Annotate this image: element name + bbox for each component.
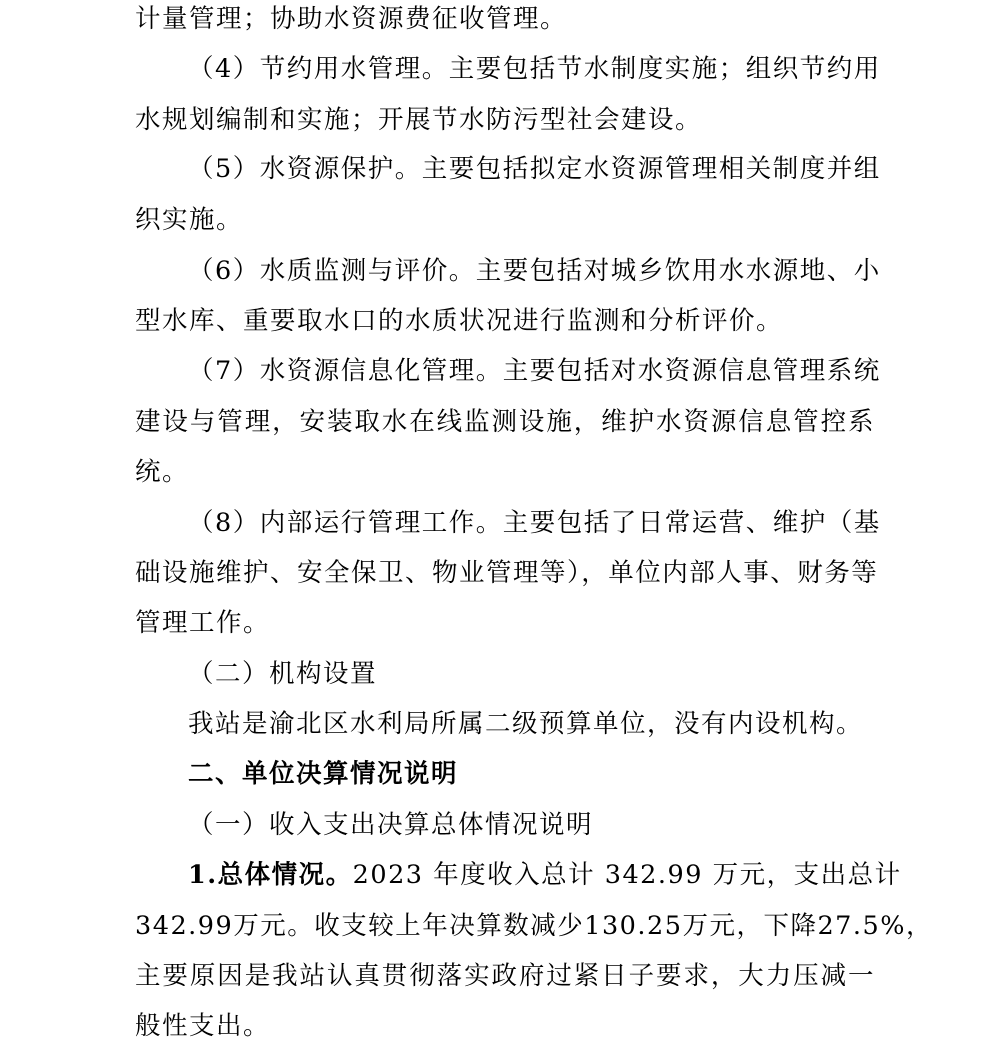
subsection-heading: （一）收入支出决算总体情况说明 <box>188 810 594 840</box>
text-line: 织实施。 <box>135 205 244 235</box>
text-line: 统。 <box>135 457 190 487</box>
text-line: 型水库、重要取水口的水质状况进行监测和分析评价。 <box>135 306 784 336</box>
text-line: 管理工作。 <box>135 608 271 638</box>
item-7-line: （7）水资源信息化管理。主要包括对水资源信息管理系统 <box>188 356 881 386</box>
text-line: 础设施维护、安全保卫、物业管理等），单位内部人事、财务等 <box>135 558 879 588</box>
section-heading: 二、单位决算情况说明 <box>188 759 459 789</box>
overview-line <box>188 860 902 890</box>
item-8-line: （8）内部运行管理工作。主要包括了日常运营、维护（基 <box>188 508 881 538</box>
text-line: 计量管理；协助水资源费征收管理。 <box>135 4 568 34</box>
text-line: 我站是渝北区水利局所属二级预算单位，没有内设机构。 <box>188 709 864 739</box>
overview-text: 2023 年度收入总计 342.99 万元，支出总计 <box>352 860 902 890</box>
text-line: 般性支出。 <box>135 1011 271 1041</box>
text-line: 主要原因是我站认真贯彻落实政府过紧日子要求，大力压减一 <box>135 961 875 991</box>
text-line: 建设与管理，安装取水在线监测设施，维护水资源信息管控系 <box>135 407 875 437</box>
text-line: 342.99万元。收支较上年决算数减少130.25万元，下降27.5%， <box>135 911 933 941</box>
overview-label: 1.总体情况。 <box>188 860 353 890</box>
text-line: 水规划编制和实施；开展节水防污型社会建设。 <box>135 105 703 135</box>
item-5-line: （5）水资源保护。主要包括拟定水资源管理相关制度并组 <box>188 154 881 184</box>
item-6-line: （6）水质监测与评价。主要包括对城乡饮用水水源地、小 <box>188 256 881 286</box>
subsection-heading: （二）机构设置 <box>188 659 378 689</box>
item-4-line: （4）节约用水管理。主要包括节水制度实施；组织节约用 <box>188 54 881 84</box>
